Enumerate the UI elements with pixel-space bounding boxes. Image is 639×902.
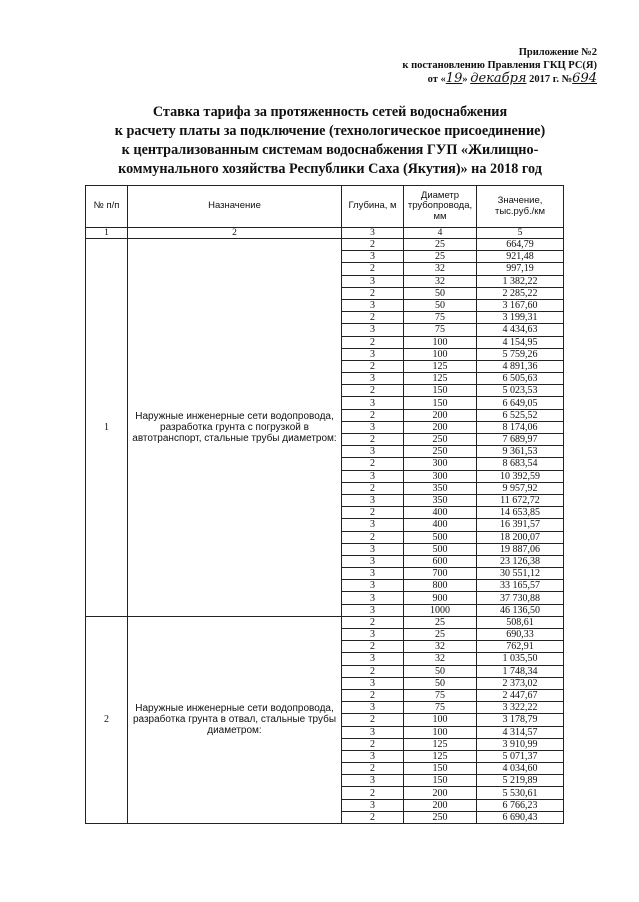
depth-cell: 2 (342, 458, 404, 470)
depth-cell: 3 (342, 348, 404, 360)
value-cell: 19 887,06 (477, 543, 564, 555)
diameter-cell: 200 (404, 421, 477, 433)
diameter-cell: 125 (404, 750, 477, 762)
diameter-cell: 100 (404, 714, 477, 726)
group-number: 1 (86, 239, 128, 617)
depth-cell: 3 (342, 555, 404, 567)
value-cell: 1 035,50 (477, 653, 564, 665)
diameter-cell: 150 (404, 763, 477, 775)
diameter-cell: 200 (404, 787, 477, 799)
diameter-cell: 125 (404, 360, 477, 372)
value-cell: 1 382,22 (477, 275, 564, 287)
value-cell: 23 126,38 (477, 555, 564, 567)
depth-cell: 2 (342, 507, 404, 519)
depth-cell: 3 (342, 299, 404, 311)
diameter-cell: 100 (404, 336, 477, 348)
column-number: 1 (86, 228, 128, 239)
diameter-cell: 25 (404, 239, 477, 251)
diameter-cell: 100 (404, 348, 477, 360)
depth-cell: 2 (342, 336, 404, 348)
diameter-cell: 700 (404, 568, 477, 580)
column-number: 5 (477, 228, 564, 239)
title-line: к централизованным системам водоснабжения ГУП «Жилищно- (121, 142, 539, 158)
depth-cell: 2 (342, 385, 404, 397)
diameter-cell: 1000 (404, 604, 477, 616)
title-line: Ставка тарифа за протяженность сетей водоснабжения (152, 104, 508, 120)
depth-cell: 3 (342, 653, 404, 665)
value-cell: 3 167,60 (477, 299, 564, 311)
depth-cell: 3 (342, 799, 404, 811)
depth-cell: 3 (342, 421, 404, 433)
decree-label: к постановлению Правления ГКЦ РС(Я) (402, 60, 597, 71)
value-cell: 3 199,31 (477, 312, 564, 324)
depth-cell: 3 (342, 750, 404, 762)
value-cell: 3 322,22 (477, 702, 564, 714)
depth-cell: 3 (342, 470, 404, 482)
value-cell: 1 748,34 (477, 665, 564, 677)
title-line: к расчету платы за подключение (технологическое присоединение) (114, 123, 546, 139)
date-day: 19 (445, 71, 463, 86)
table-row (86, 616, 564, 628)
diameter-cell: 900 (404, 592, 477, 604)
table-header-row (86, 186, 564, 228)
depth-cell: 3 (342, 494, 404, 506)
diameter-cell: 350 (404, 482, 477, 494)
value-cell: 4 434,63 (477, 324, 564, 336)
diameter-cell: 75 (404, 312, 477, 324)
diameter-cell: 250 (404, 434, 477, 446)
column-header-value: Значение, тыс.руб./км (477, 186, 564, 228)
value-cell: 762,91 (477, 641, 564, 653)
diameter-cell: 25 (404, 629, 477, 641)
value-cell: 921,48 (477, 251, 564, 263)
diameter-cell: 500 (404, 543, 477, 555)
diameter-cell: 300 (404, 458, 477, 470)
value-cell: 2 285,22 (477, 287, 564, 299)
value-cell: 18 200,07 (477, 531, 564, 543)
column-header-purpose: Назначение (128, 186, 342, 228)
diameter-cell: 32 (404, 641, 477, 653)
diameter-cell: 250 (404, 811, 477, 823)
value-cell: 6 505,63 (477, 373, 564, 385)
value-cell: 6 766,23 (477, 799, 564, 811)
table-row (86, 239, 564, 251)
value-cell: 6 525,52 (477, 409, 564, 421)
value-cell: 3 910,99 (477, 738, 564, 750)
diameter-cell: 100 (404, 726, 477, 738)
value-cell: 8 683,54 (477, 458, 564, 470)
diameter-cell: 200 (404, 799, 477, 811)
value-cell: 5 219,89 (477, 775, 564, 787)
date-month: декабря (470, 71, 527, 86)
depth-cell: 3 (342, 592, 404, 604)
value-cell: 6 690,43 (477, 811, 564, 823)
column-header-diameter: Диаметр трубопровода, мм (404, 186, 477, 228)
value-cell: 4 034,60 (477, 763, 564, 775)
depth-cell: 2 (342, 641, 404, 653)
depth-cell: 3 (342, 543, 404, 555)
depth-cell: 2 (342, 409, 404, 421)
column-number: 4 (404, 228, 477, 239)
group-number: 2 (86, 616, 128, 823)
appendix-block (337, 46, 597, 86)
value-cell: 508,61 (477, 616, 564, 628)
value-cell: 2 447,67 (477, 689, 564, 701)
depth-cell: 3 (342, 446, 404, 458)
depth-cell: 2 (342, 312, 404, 324)
depth-cell: 2 (342, 811, 404, 823)
value-cell: 46 136,50 (477, 604, 564, 616)
depth-cell: 2 (342, 263, 404, 275)
diameter-cell: 200 (404, 409, 477, 421)
depth-cell: 3 (342, 677, 404, 689)
value-cell: 4 314,57 (477, 726, 564, 738)
value-cell: 5 071,37 (477, 750, 564, 762)
depth-cell: 2 (342, 738, 404, 750)
depth-cell: 2 (342, 239, 404, 251)
diameter-cell: 300 (404, 470, 477, 482)
diameter-cell: 32 (404, 275, 477, 287)
value-cell: 8 174,06 (477, 421, 564, 433)
diameter-cell: 25 (404, 251, 477, 263)
value-cell: 3 178,79 (477, 714, 564, 726)
diameter-cell: 150 (404, 775, 477, 787)
value-cell: 4 154,95 (477, 336, 564, 348)
depth-cell: 2 (342, 531, 404, 543)
depth-cell: 3 (342, 629, 404, 641)
column-number-row (86, 228, 564, 239)
depth-cell: 3 (342, 775, 404, 787)
value-cell: 5 530,61 (477, 787, 564, 799)
value-cell: 14 653,85 (477, 507, 564, 519)
value-cell: 9 361,53 (477, 446, 564, 458)
depth-cell: 2 (342, 689, 404, 701)
date-number: 694 (572, 71, 597, 86)
diameter-cell: 50 (404, 299, 477, 311)
group-description: Наружные инженерные сети водопровода, разработка грунта с погрузкой в автотранспорт, стальные трубы диаметром: (128, 239, 342, 617)
value-cell: 5 759,26 (477, 348, 564, 360)
depth-cell: 3 (342, 373, 404, 385)
diameter-cell: 125 (404, 373, 477, 385)
diameter-cell: 500 (404, 531, 477, 543)
diameter-cell: 400 (404, 519, 477, 531)
diameter-cell: 75 (404, 702, 477, 714)
depth-cell: 3 (342, 324, 404, 336)
value-cell: 7 689,97 (477, 434, 564, 446)
depth-cell: 2 (342, 763, 404, 775)
value-cell: 6 649,05 (477, 397, 564, 409)
decree-date (337, 72, 597, 86)
tariff-table (85, 185, 564, 824)
depth-cell: 3 (342, 702, 404, 714)
value-cell: 2 373,02 (477, 677, 564, 689)
diameter-cell: 125 (404, 738, 477, 750)
depth-cell: 3 (342, 397, 404, 409)
depth-cell: 2 (342, 482, 404, 494)
value-cell: 5 023,53 (477, 385, 564, 397)
title-line: коммунального хозяйства Республики Саха (Якутия)» на 2018 год (118, 161, 542, 177)
value-cell: 4 891,36 (477, 360, 564, 372)
depth-cell: 2 (342, 665, 404, 677)
column-header-depth: Глубина, м (342, 186, 404, 228)
depth-cell: 3 (342, 568, 404, 580)
value-cell: 30 551,12 (477, 568, 564, 580)
diameter-cell: 75 (404, 324, 477, 336)
group-description: Наружные инженерные сети водопровода, разработка грунта в отвал, стальные трубы диаметром: (128, 616, 342, 823)
date-year: 2017 г. № (529, 74, 573, 85)
diameter-cell: 250 (404, 446, 477, 458)
value-cell: 33 165,57 (477, 580, 564, 592)
depth-cell: 2 (342, 714, 404, 726)
column-header-num: № п/п (86, 186, 128, 228)
value-cell: 16 391,57 (477, 519, 564, 531)
value-cell: 10 392,59 (477, 470, 564, 482)
depth-cell: 2 (342, 787, 404, 799)
depth-cell: 2 (342, 287, 404, 299)
value-cell: 690,33 (477, 629, 564, 641)
value-cell: 997,19 (477, 263, 564, 275)
diameter-cell: 150 (404, 385, 477, 397)
value-cell: 664,79 (477, 239, 564, 251)
date-sep: » (462, 74, 468, 85)
diameter-cell: 150 (404, 397, 477, 409)
diameter-cell: 50 (404, 665, 477, 677)
table-body (86, 239, 564, 824)
diameter-cell: 25 (404, 616, 477, 628)
diameter-cell: 600 (404, 555, 477, 567)
column-number: 3 (342, 228, 404, 239)
appendix-label: Приложение №2 (518, 47, 597, 58)
date-prefix: от « (427, 74, 446, 85)
diameter-cell: 400 (404, 507, 477, 519)
diameter-cell: 350 (404, 494, 477, 506)
diameter-cell: 32 (404, 653, 477, 665)
depth-cell: 3 (342, 275, 404, 287)
diameter-cell: 32 (404, 263, 477, 275)
depth-cell: 3 (342, 604, 404, 616)
diameter-cell: 50 (404, 287, 477, 299)
depth-cell: 2 (342, 616, 404, 628)
depth-cell: 2 (342, 434, 404, 446)
diameter-cell: 75 (404, 689, 477, 701)
depth-cell: 3 (342, 580, 404, 592)
depth-cell: 3 (342, 726, 404, 738)
depth-cell: 3 (342, 519, 404, 531)
diameter-cell: 800 (404, 580, 477, 592)
value-cell: 9 957,92 (477, 482, 564, 494)
value-cell: 37 730,88 (477, 592, 564, 604)
diameter-cell: 50 (404, 677, 477, 689)
document-title (60, 103, 600, 179)
column-number: 2 (128, 228, 342, 239)
depth-cell: 3 (342, 251, 404, 263)
depth-cell: 2 (342, 360, 404, 372)
value-cell: 11 672,72 (477, 494, 564, 506)
